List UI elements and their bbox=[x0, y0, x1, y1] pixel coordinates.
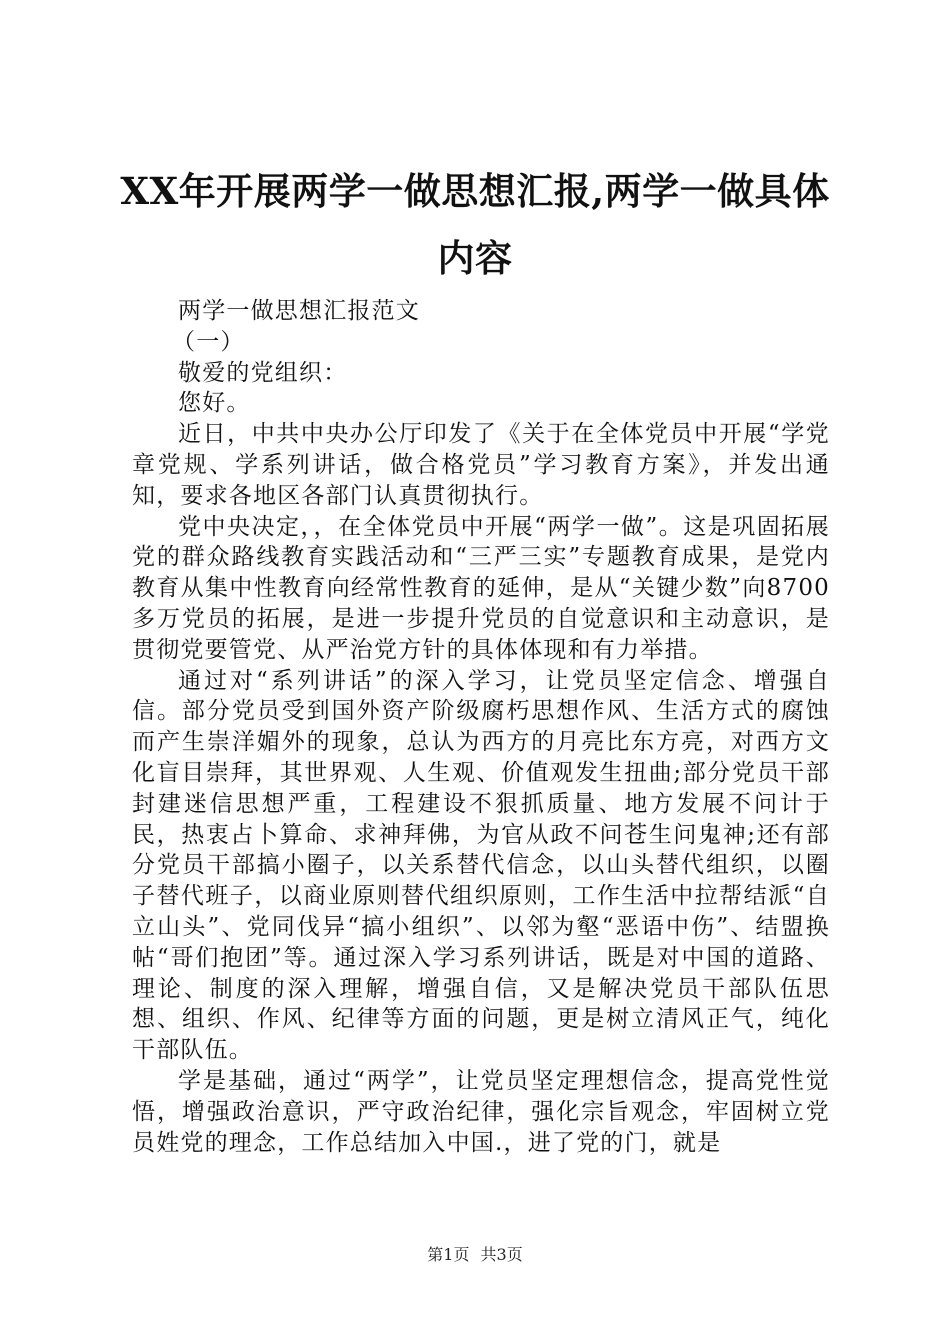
page-total: 共3页 bbox=[480, 1245, 523, 1264]
document-body bbox=[132, 296, 830, 1158]
salutation: 敬爱的党组织： bbox=[178, 359, 348, 386]
document-title: XX年开展两学一做思想汇报,两学一做具体内容 bbox=[120, 169, 830, 280]
paragraph-3: 通过对“系列讲话”的深入学习，让党员坚定信念、增强自信。部分党员受到国外资产阶级腐朽思想作风、生活方式的腐蚀而产生崇洋媚外的现象，总认为西方的月亮比东方亮，对西方文化盲目崇拜，其世界观、人生观、价值观发生扭曲;部分党员干部封建迷信思想严重，工程建设不狠抓质量、地方发展不问计于民，热衷占卜算命、求神拜佛，为官从政不问苍生问鬼神;还有部分党员干部搞小圈子，以关系替代信念，以山头替代组织，以圈子替代班子，以商业原则替代组织原则，工作生活中拉帮结派“自立山头”、党同伐异“搞小组织”、以邻为壑“恶语中伤”、结盟换帖“哥们抱团”等。通过深入学习系列讲话，既是对中国的道路、理论、制度的深入理解，增强自信，又是解决党员干部队伍思想、组织、作风、纪律等方面的问题，更是树立清风正气，纯化干部队伍。 bbox=[132, 667, 830, 1064]
paragraph-4: 学是基础，通过“两学”，让党员坚定理想信念，提高党性觉悟，增强政治意识，严守政治纪律，强化宗旨观念，牢固树立党员姓党的理念，工作总结加入中国.，进了党的门，就是 bbox=[132, 1067, 830, 1156]
document-heading: 两学一做思想汇报范文 bbox=[178, 298, 420, 324]
greeting: 您好。 bbox=[178, 390, 251, 417]
page-number: 第1页 bbox=[427, 1245, 470, 1264]
paragraph-2: 党中央决定，，在全体党员中开展“两学一做”。这是巩固拓展党的群众路线教育实践活动和“三严三实”专题教育成果，是党内教育从集中性教育向经常性教育的延伸，是从“关键少数”向8700多万党员的拓展，是进一步提升党员的自觉意识和主动意识，是贯彻党要管党、从严治党方针的具体体现和有力举措。 bbox=[132, 513, 830, 663]
section-marker: （一） bbox=[172, 328, 245, 355]
page-footer bbox=[0, 1242, 950, 1265]
paragraph-1: 近日，中共中央办公厅印发了《关于在全体党员中开展“学党章党规、学系列讲话，做合格党员”学习教育方案》，并发出通知，要求各地区各部门认真贯彻执行。 bbox=[132, 421, 830, 509]
